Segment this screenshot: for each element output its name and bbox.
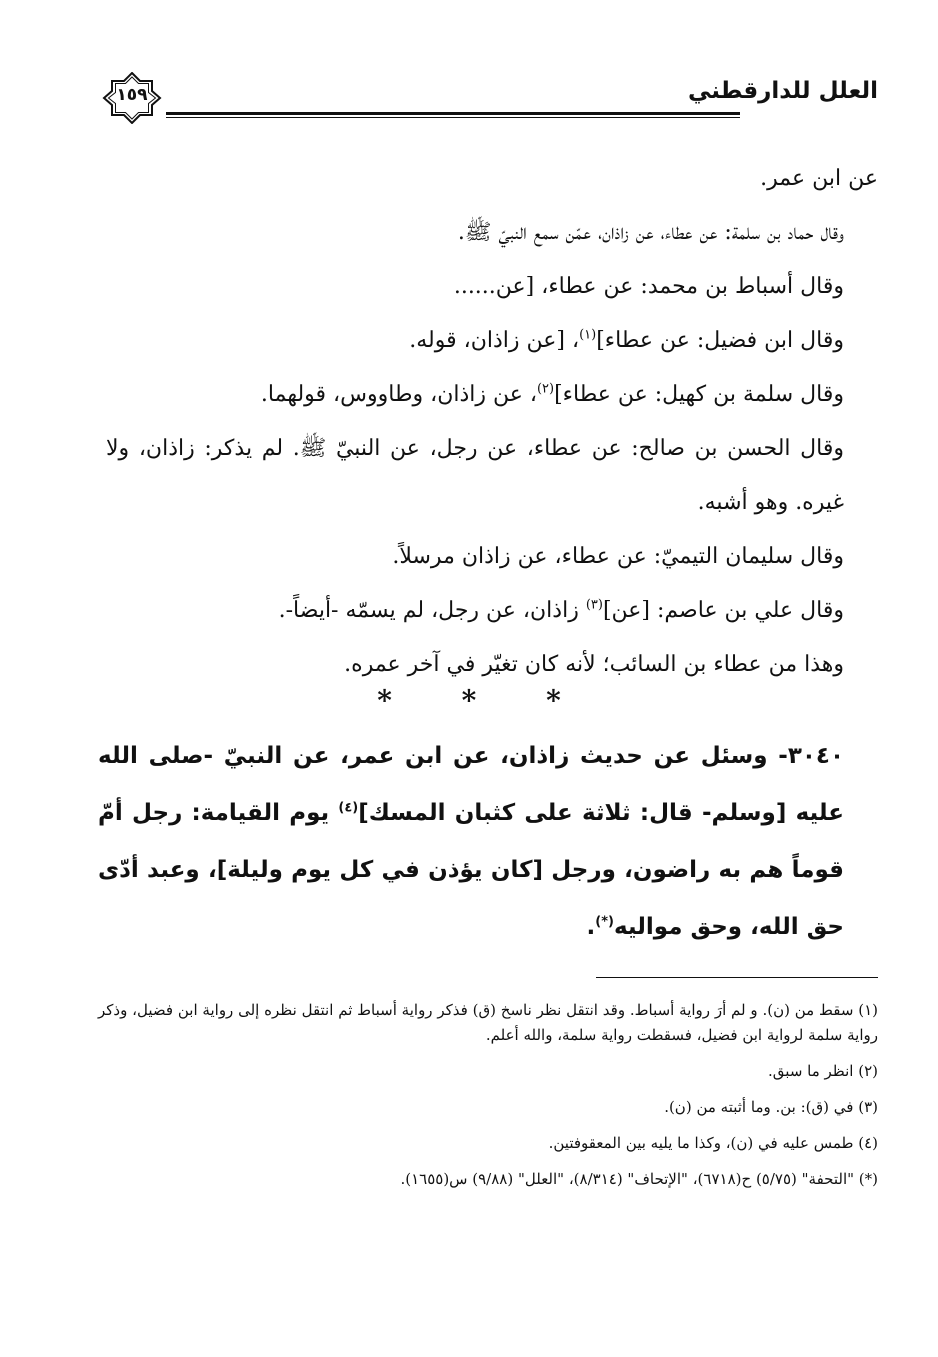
footnote: (١) سقط من (ن). و لم أرَ رواية أسباط. وقد انتقل نظر ناسخ (ق) فذكر رواية أسباط ثم انتقل نظره إلى رواية ابن فضيل، وذكر رواية سلمة لرواية ابن فضيل، فسقطت رواية سلمة، والله أعلم. xyxy=(98,1001,878,1044)
footnote-ref: (٢) xyxy=(536,381,555,397)
footnote-divider xyxy=(596,977,878,978)
separator-star: * xyxy=(546,684,561,717)
text-line: وقال أسباط بن محمد: عن عطاء، [عن...... xyxy=(453,274,844,299)
text-segment: وقال سلمة بن كهيل: عن عطاء] xyxy=(554,382,844,407)
text-segment: وقال علي بن عاصم: [عن] xyxy=(602,598,844,623)
footnote: (*) "التحفة" (٥/٧٥) ح(٦٧١٨)، "الإتحاف" (٨/٣١٤)، "العلل" (٩/٨٨) س(١٦٥٥). xyxy=(400,1170,878,1188)
text-segment: ٣٠٤٠- وسئل عن حديث زاذان، عن ابن عمر، عن النبيّ -صلى الله عليه [وسلم- قال: ثلاثة على كثبان المسك] xyxy=(98,743,845,826)
footnote: (٢) انظر ما سبق. xyxy=(768,1062,878,1080)
section-separator xyxy=(0,684,938,717)
text-line xyxy=(106,584,878,638)
footnote-ref: (٤) xyxy=(338,800,359,816)
text-line xyxy=(106,368,878,422)
footnote-ref: (*) xyxy=(595,914,614,930)
main-text xyxy=(106,152,878,692)
text-segment: زاذان، عن رجل، لم يسمّه -أيضاً-. xyxy=(278,598,586,623)
text-line: عن ابن عمر. xyxy=(760,166,878,191)
header-rule xyxy=(166,112,740,118)
footnote: (٣) في (ق): بن. وما أثبته من (ن). xyxy=(664,1098,878,1116)
text-line: وقال سليمان التيميّ: عن عطاء، عن زاذان مرسلاً. xyxy=(392,544,844,569)
text-segment: وقال ابن فضيل: عن عطاء] xyxy=(596,328,844,353)
page-number-badge xyxy=(102,72,162,124)
footnote-ref: (١) xyxy=(579,327,597,343)
book-title: العلل للدارقطني xyxy=(688,78,878,104)
footnotes xyxy=(98,998,878,1192)
text-line: وقال الحسن بن صالح: عن عطاء، عن رجل، عن النبيّ ﷺ. لم يذكر: زاذان، ولا غيره. وهو أشبه. xyxy=(106,436,844,515)
text-line xyxy=(106,314,878,368)
text-segment: . xyxy=(586,914,596,940)
text-segment: يوم القيامة: رجل أمّ قوماً هم به راضون، ورجل [كان يؤذن في كل يوم وليلة]، وعبد أدّى حق الله، وحق مواليه xyxy=(98,800,844,940)
separator-star: * xyxy=(461,684,477,717)
text-line: وقال حماد بن سلمة: عن عطاء، عن زاذان، عمّن سمع النبيّ ﷺ. xyxy=(457,220,844,245)
entry-text xyxy=(98,728,878,956)
footnote-ref: (٣) xyxy=(585,597,603,613)
separator-star: * xyxy=(377,684,392,717)
text-segment: ، [عن زاذان، قوله. xyxy=(409,328,580,353)
footnote: (٤) طمس عليه في (ن)، وكذا ما يليه بين المعقوفتين. xyxy=(548,1134,878,1152)
text-line: وهذا من عطاء بن السائب؛ لأنه كان تغيّر في آخر عمره. xyxy=(344,652,844,677)
hadith-entry xyxy=(98,728,878,956)
page-header xyxy=(100,72,878,124)
text-segment: ، عن زاذان، وطاووس، قولهما. xyxy=(260,382,537,407)
page-number: ١٥٩ xyxy=(116,85,148,105)
